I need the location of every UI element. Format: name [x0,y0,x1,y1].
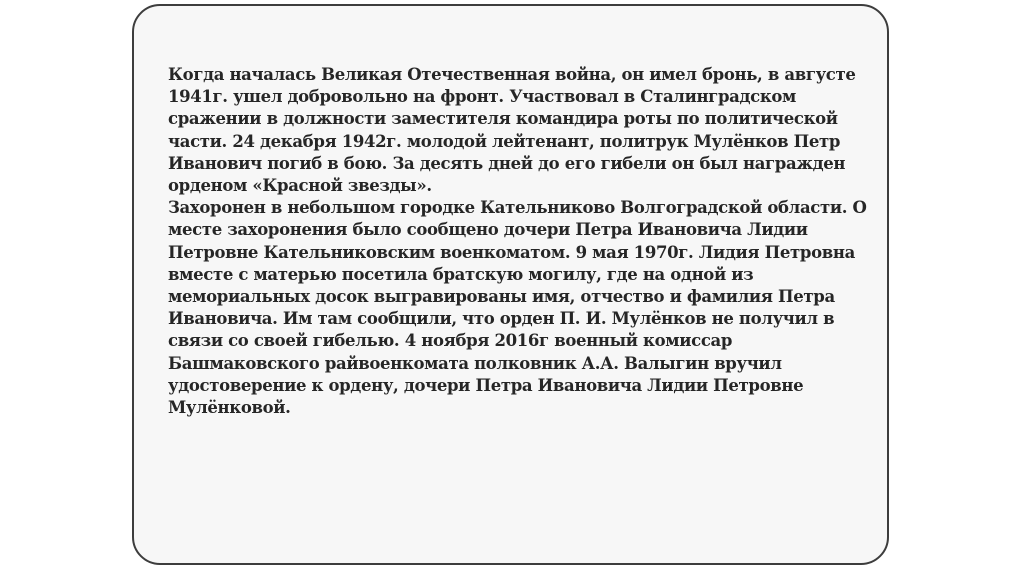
text-line: Башмаковского райвоенкомата полковник А.А. Валыгин вручил [168,353,782,373]
text-line: части. 24 декабря 1942г. молодой лейтенант, политрук Мулёнков Петр [168,131,841,151]
text-line: 1941г. ушел добровольно на фронт. Участвовал в Сталинградском [168,87,797,107]
text-line: сражении в должности заместителя командира роты по политической [168,109,838,129]
text-line: Ивановича. Им там сообщили, что орден П. И. Мулёнков не получил в [168,309,835,329]
text-line: Мулёнковой. [168,398,291,418]
slide-body-text [168,64,867,419]
text-line: вместе с матерью посетила братскую могилу, где на одной из [168,264,754,284]
text-line: Когда началась Великая Отечественная война, он имел бронь, в августе [168,65,856,84]
text-line: мемориальных досок выгравированы имя, отчество и фамилия Петра [168,287,835,307]
text-line: удостоверение к ордену, дочери Петра Ивановича Лидии Петровне [168,375,804,395]
text-line: связи со своей гибелью. 4 ноября 2016г военный комиссар [168,331,733,351]
text-line: орденом «Красной звезды». [168,176,432,196]
text-line: Петровне Кательниковским военкоматом. 9 мая 1970г. Лидия Петровна [168,242,855,262]
text-line: месте захоронения было сообщено дочери Петра Ивановича Лидии [168,220,808,240]
text-line: Захоронен в небольшом городке Кательниково Волгоградской области. О [168,198,867,218]
text-line: Иванович погиб в бою. За десять дней до его гибели он был награжден [168,153,846,173]
